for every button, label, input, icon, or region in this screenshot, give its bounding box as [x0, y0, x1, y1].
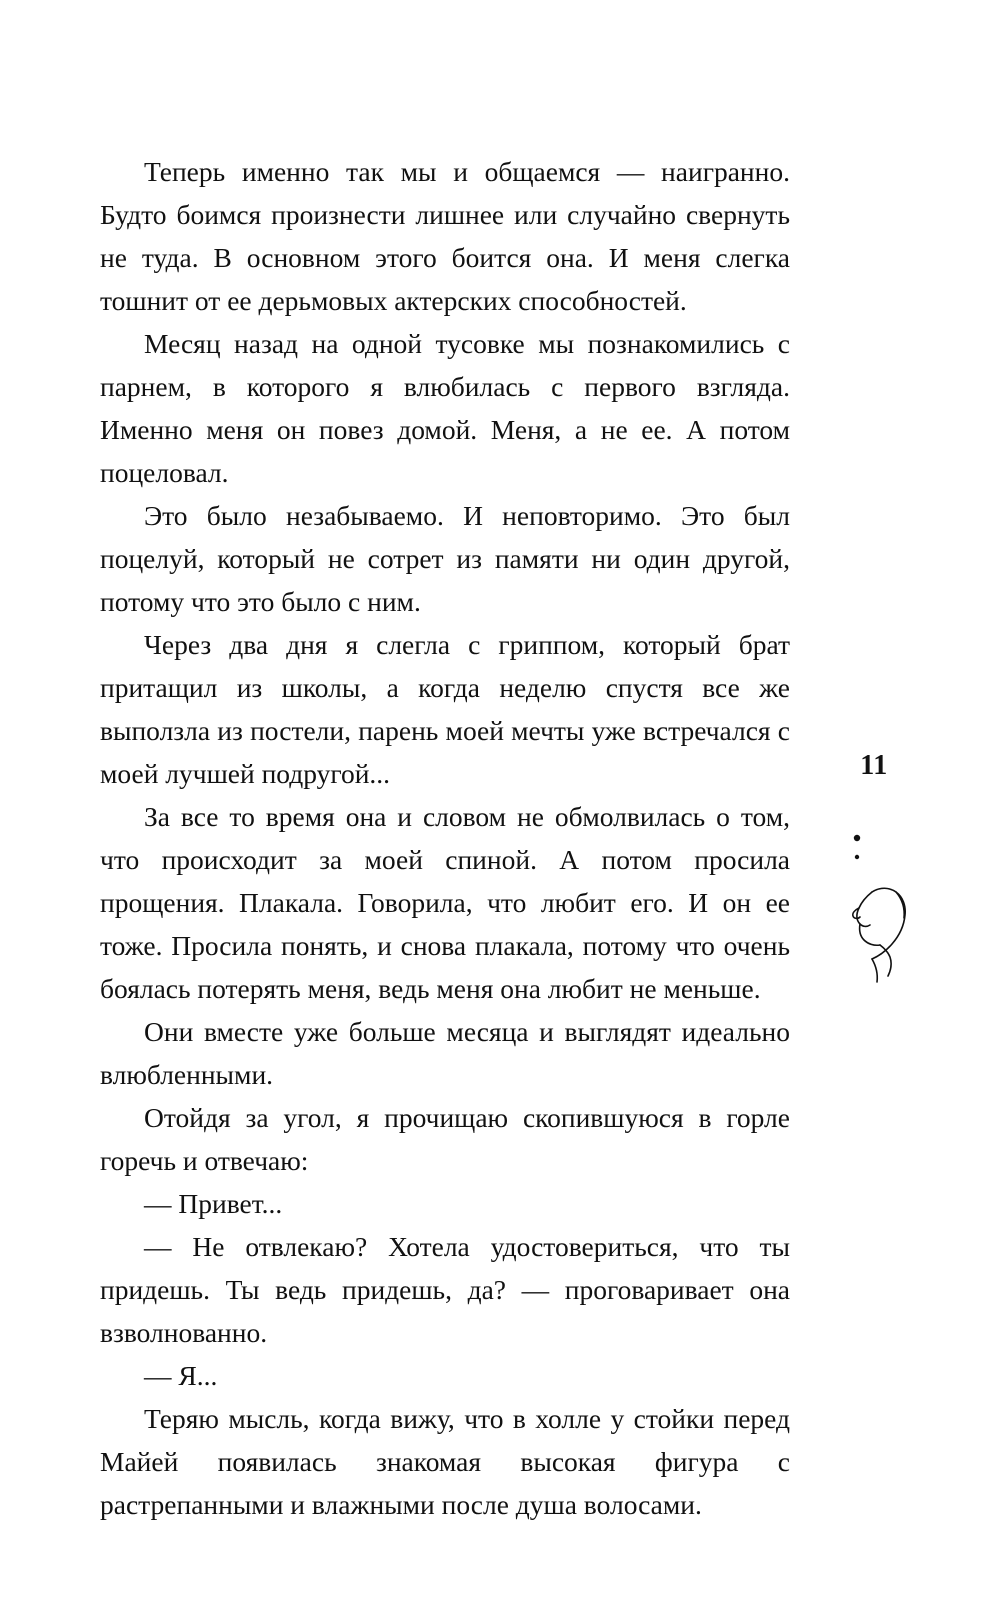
paragraph: Теряю мысль, когда вижу, что в холле у стойки перед Майей появилась знакомая высокая фигура с растрепанными и влажными после душа волосами.	[100, 1403, 790, 1520]
dialogue-line: — Не отвлекаю? Хотела удостовериться, что ты придешь. Ты ведь придешь, да? — проговаривает она взволнованно.	[100, 1231, 790, 1348]
paragraph: Теперь именно так мы и общаемся — наигранно. Будто боимся произнести лишнее или случайно свернуть не туда. В основном этого боится она. И меня слегка тошнит от ее дерьмовых актерских способностей.	[100, 156, 790, 316]
paragraph: Они вместе уже больше месяца и выглядят идеально влюбленными.	[100, 1016, 790, 1090]
paragraph: Это было незабываемо. И неповторимо. Это был поцелуй, который не сотрет из памяти ни один другой, потому что это было с ним.	[100, 500, 790, 617]
paragraph: Отойдя за угол, я прочищаю скопившуюся в горле горечь и отвечаю:	[100, 1102, 790, 1176]
body-text-column	[100, 150, 790, 1526]
page-number: 11	[860, 750, 888, 781]
woman-profile-line-art-icon	[810, 800, 930, 1010]
dialogue-line: — Привет...	[144, 1188, 283, 1219]
paragraph: За все то время она и словом не обмолвилась о том, что происходит за моей спиной. А потом просила прощения. Плакала. Говорила, что любит его. И он ее тоже. Просила понять, и снова плакала, потому что очень боялась потерять меня, ведь меня она любит не меньше.	[100, 801, 790, 1004]
paragraph: Месяц назад на одной тусовке мы познакомились с парнем, в которого я влюбилась с первого взгляда. Именно меня он повез домой. Меня, а не ее. А потом поцеловал.	[100, 328, 790, 488]
paragraph: Через два дня я слегла с гриппом, который брат притащил из школы, а когда неделю спустя все же выползла из постели, парень моей мечты уже встречался с моей лучшей подругой...	[100, 629, 790, 789]
dialogue-line: — Я...	[144, 1360, 218, 1391]
